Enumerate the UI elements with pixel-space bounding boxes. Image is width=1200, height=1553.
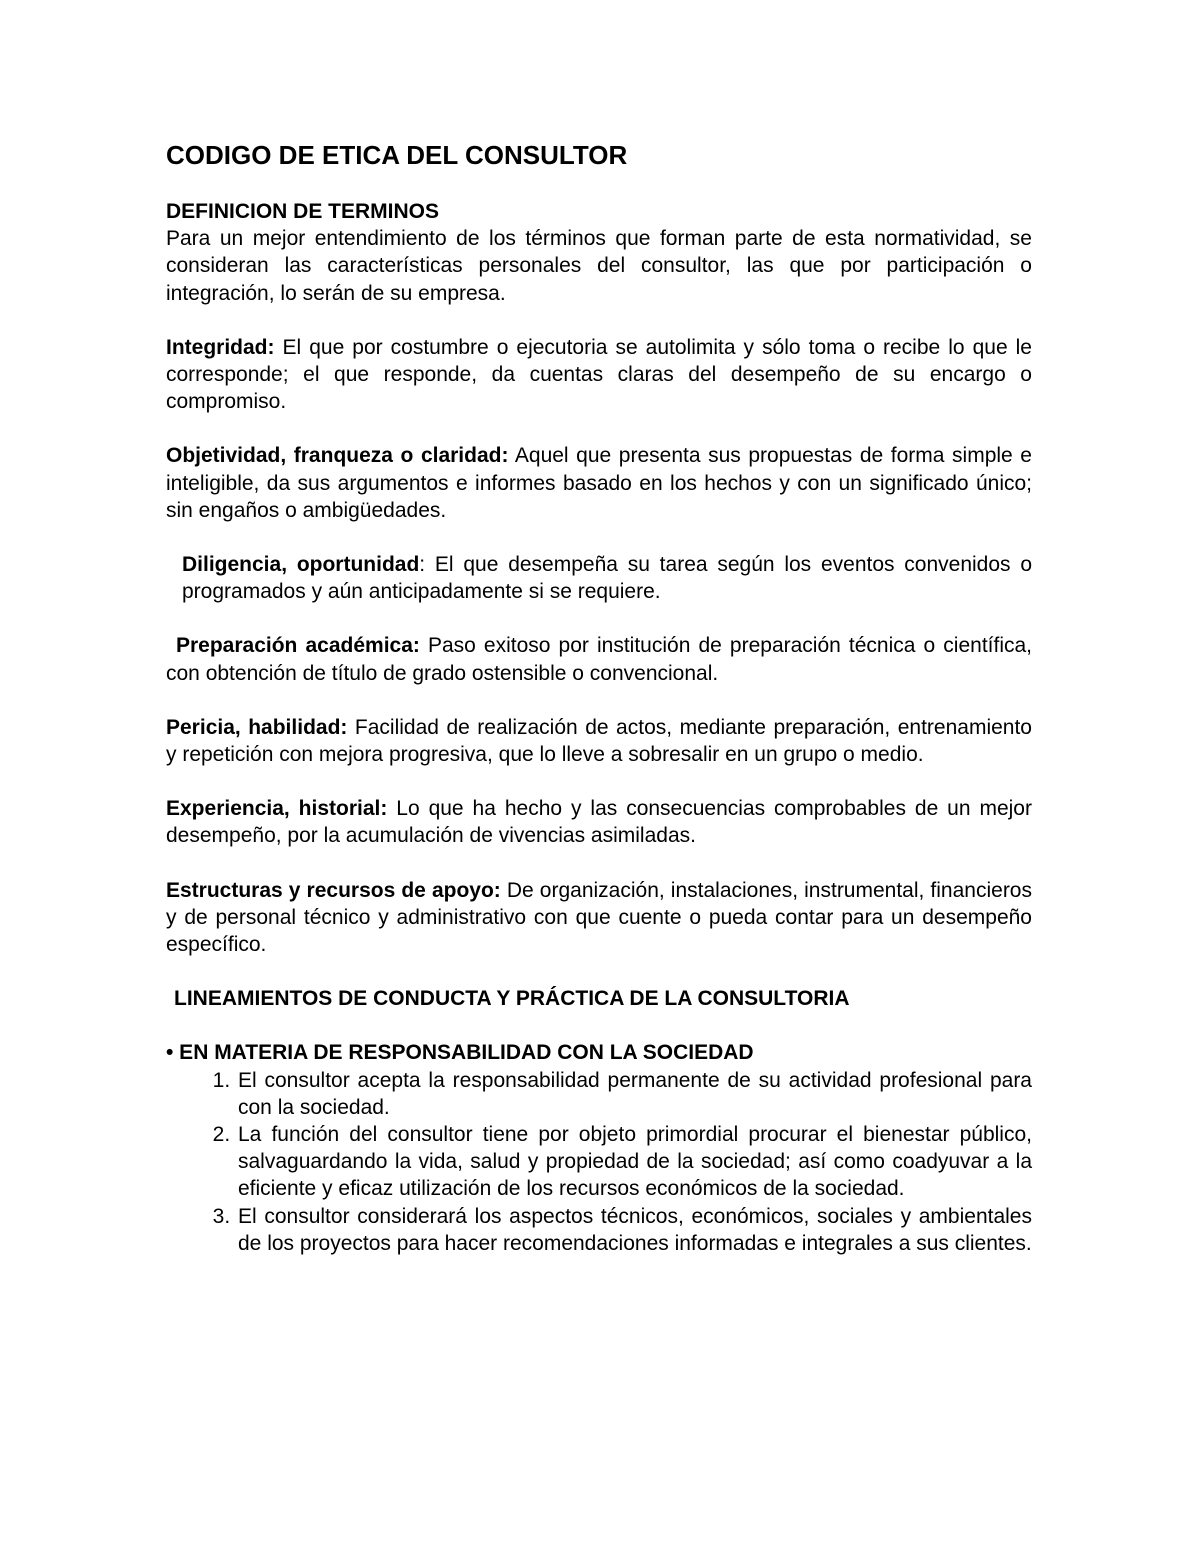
definition-term: Preparación académica:	[176, 634, 420, 658]
definition-text: Aquel que presenta sus propuestas de forma simple e inteligible, da sus argumentos e informes basado en los hechos y con un significado único; sin engaños o ambigüedades.	[166, 444, 1032, 522]
definitions-heading: DEFINICION DE TERMINOS	[166, 200, 440, 223]
list-item: 1. El consultor acepta la responsabilidad permanente de su actividad profesional para con la sociedad.	[236, 1067, 1032, 1121]
document-body	[166, 138, 1032, 1257]
definition-term: Objetividad, franqueza o claridad:	[166, 444, 509, 468]
document-title: CODIGO DE ETICA DEL CONSULTOR	[166, 140, 628, 170]
definition-text: : El que desempeña su tarea según los eventos convenidos o programados y aún anticipadamente si se requiere.	[182, 553, 1032, 604]
definition-term: Experiencia, historial:	[166, 797, 388, 821]
definition-term: Estructuras y recursos de apoyo:	[166, 878, 501, 902]
definitions-intro: Para un mejor entendimiento de los términos que forman parte de esta normatividad, se consideran las características personales del consultor, las que por participación o integración, lo serán de su empresa.	[166, 227, 1032, 305]
definition-term: Pericia, habilidad:	[166, 715, 348, 739]
definition-pericia	[166, 714, 1032, 768]
definition-text: Facilidad de realización de actos, mediante preparación, entrenamiento y repetición con mejora progresiva, que lo lleve a sobresalir en un grupo o medio.	[166, 715, 1032, 767]
definition-diligencia	[166, 551, 1032, 605]
list-item: 3. El consultor considerará los aspectos técnicos, económicos, sociales y ambientales de los proyectos para hacer recomendaciones informadas e integrales a sus clientes.	[236, 1203, 1032, 1257]
definition-experiencia	[166, 795, 1032, 849]
definition-integridad	[166, 334, 1032, 416]
definition-preparacion	[166, 632, 1032, 686]
definition-text: Paso exitoso por institución de preparación técnica o científica, con obtención de título de grado ostensible o convencional.	[166, 634, 1033, 685]
guidelines-heading: LINEAMIENTOS DE CONDUCTA Y PRÁCTICA DE LA CONSULTORIA	[174, 987, 850, 1011]
society-responsibility-heading: • EN MATERIA DE RESPONSABILIDAD CON LA SOCIEDAD	[166, 1041, 754, 1065]
society-responsibility-list	[166, 1067, 1032, 1257]
definition-text: De organización, instalaciones, instrumental, financieros y de personal técnico y administrativo con que cuente o pueda contar para un desempeño específico.	[166, 878, 1032, 957]
definition-estructuras	[166, 877, 1032, 959]
definition-text: El que por costumbre o ejecutoria se autolimita y sólo toma o recibe lo que le corresponde; el que responde, da cuentas claras del desempeño de su encargo o compromiso.	[166, 335, 1032, 414]
definition-text: Lo que ha hecho y las consecuencias comprobables de un mejor desempeño, por la acumulación de vivencias asimiladas.	[166, 797, 1032, 848]
definition-term: Integridad:	[166, 335, 275, 359]
definition-term: Diligencia, oportunidad	[182, 553, 420, 577]
list-item: 2. La función del consultor tiene por objeto primordial procurar el bienestar público, salvaguardando la vida, salud y propiedad de la sociedad; así como coadyuvar a la eficiente y eficaz utilización de los recursos económicos de la sociedad.	[236, 1121, 1032, 1203]
definition-objetividad	[166, 442, 1032, 524]
